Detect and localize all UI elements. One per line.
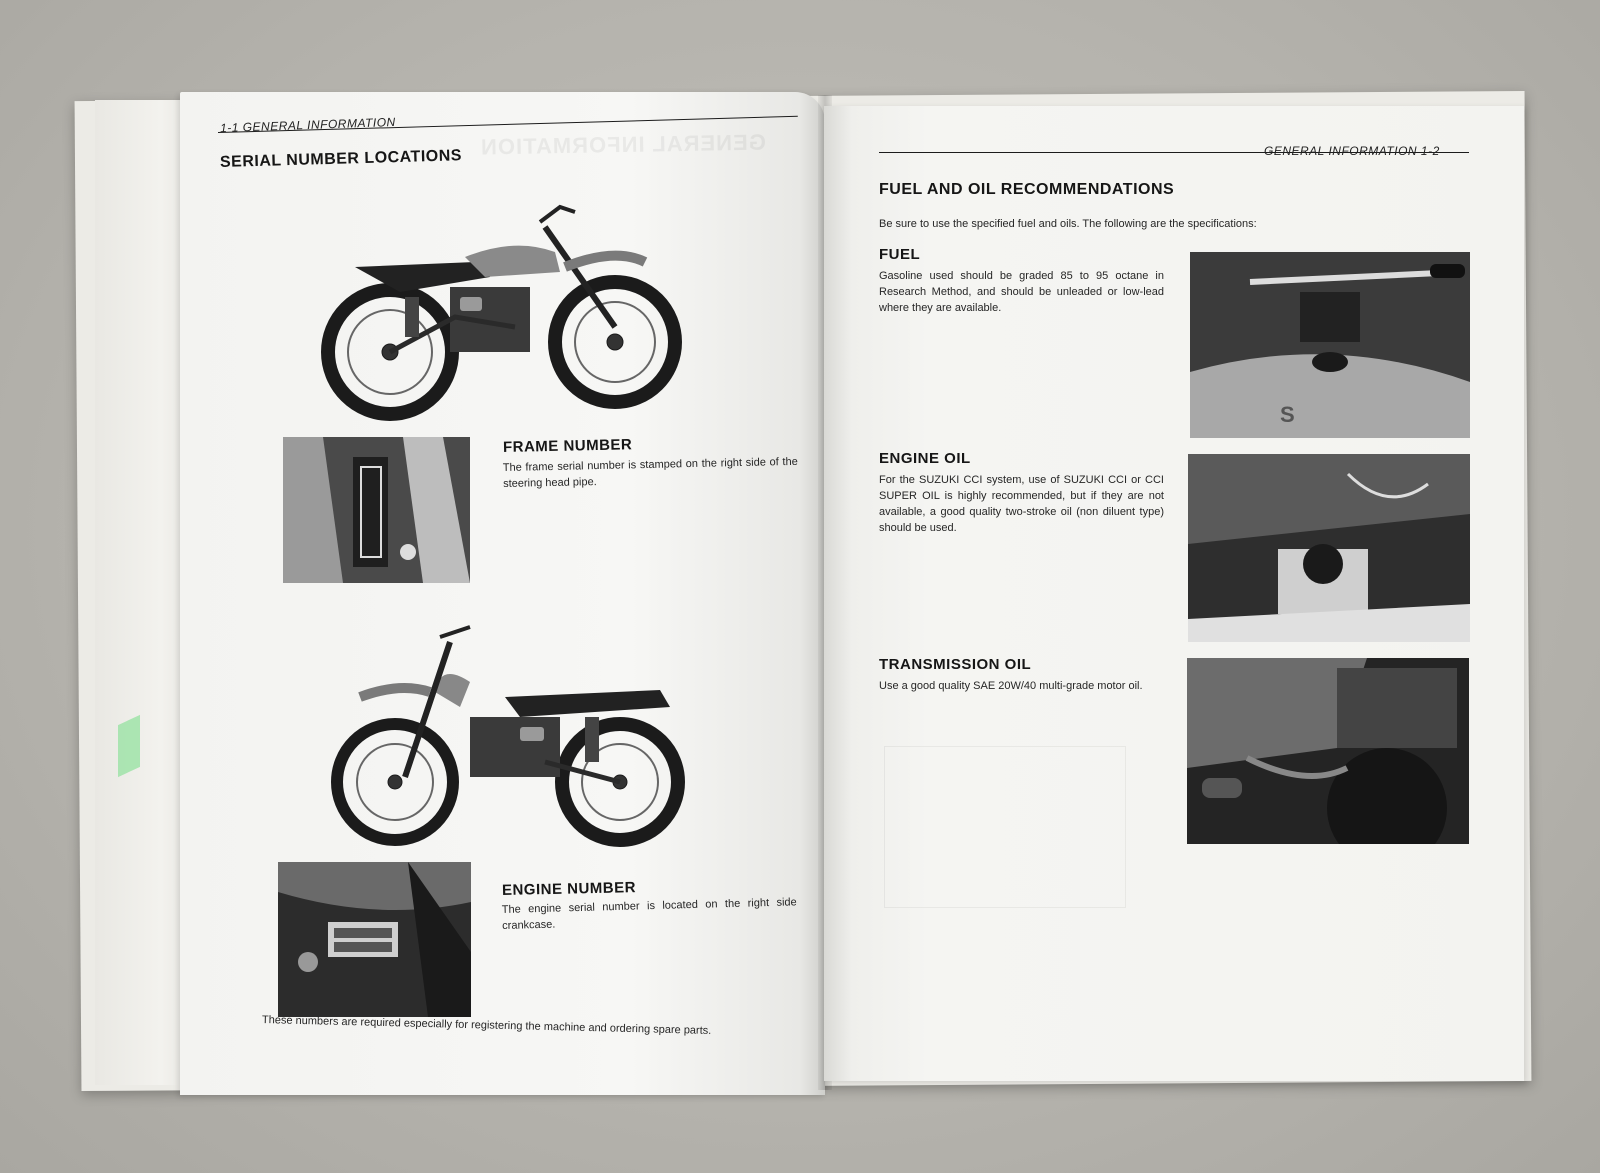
left-page-title: SERIAL NUMBER LOCATIONS	[219, 147, 463, 171]
transmission-oil-heading: TRANSMISSION OIL	[879, 656, 1032, 673]
show-through-illustration	[884, 746, 1126, 908]
fuel-tank-photo	[1190, 252, 1470, 438]
motorcycle-right-side-photo	[330, 602, 710, 852]
engine-number-heading: ENGINE NUMBER	[501, 879, 637, 899]
engine-oil-text: For the SUZUKI CCI system, use of SUZUKI CCI or CCI SUPER OIL is highly recommended, but if they are not available, a good quality two-stroke oil (non diluent type) should be used.	[879, 474, 1164, 534]
frame-number-heading: FRAME NUMBER	[502, 436, 633, 456]
right-page-title: FUEL AND OIL RECOMMENDATIONS	[879, 181, 1175, 198]
right-page	[824, 106, 1524, 1081]
motorcycle-left-side-photo	[315, 167, 695, 427]
frame-number-photo	[283, 437, 470, 583]
transmission-oil-text: Use a good quality SAE 20W/40 multi-grade motor oil.	[879, 680, 1143, 692]
right-running-head: GENERAL INFORMATION 1-2	[1264, 144, 1440, 158]
sticky-tab	[118, 715, 140, 777]
left-page	[180, 92, 825, 1095]
oil-tank-photo	[1188, 454, 1470, 642]
frame-number-text: The frame serial number is stamped on the right side of the steering head pipe.	[502, 455, 798, 490]
engine-number-photo	[278, 862, 471, 1017]
svg-text:S: S	[1280, 402, 1295, 427]
left-running-head: 1-1 GENERAL INFORMATION	[219, 114, 396, 136]
fuel-oil-intro: Be sure to use the specified fuel and oils. The following are the specifications:	[879, 218, 1257, 230]
transmission-oil-photo	[1187, 658, 1469, 844]
registration-footnote: These numbers are required especially for registering the machine and ordering spare parts.	[261, 1014, 712, 1037]
fuel-text: Gasoline used should be graded 85 to 95 octane in Research Method, and should be unleaded or low-lead where they are available.	[879, 270, 1164, 314]
engine-oil-heading: ENGINE OIL	[879, 450, 971, 467]
show-through-text: GENERAL INFORMATION	[479, 129, 767, 160]
engine-number-text: The engine serial number is located on the right side crankcase.	[501, 896, 797, 932]
fuel-heading: FUEL	[879, 246, 921, 263]
